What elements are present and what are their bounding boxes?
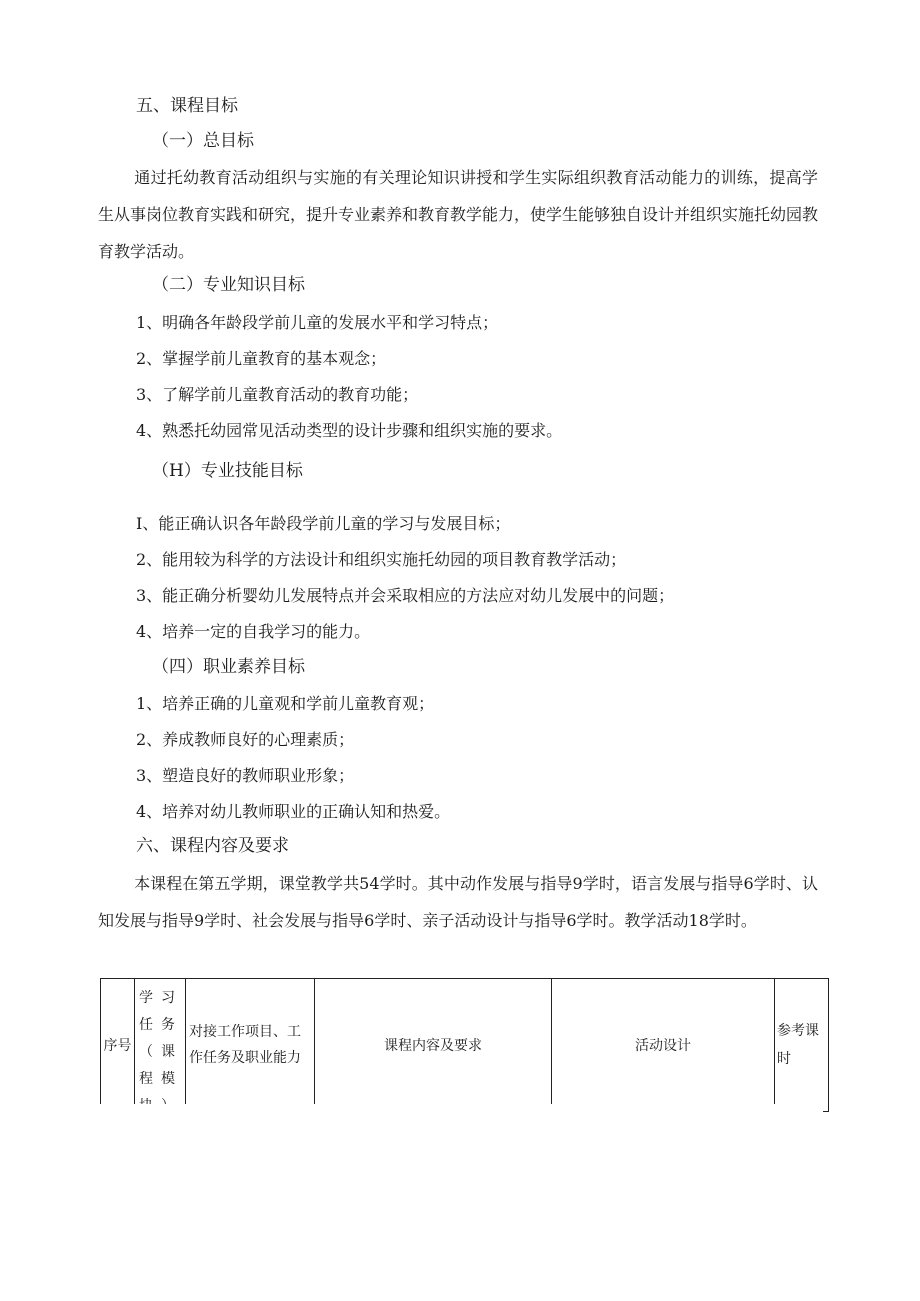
header-work (186, 979, 315, 1112)
header-hours (775, 979, 829, 1112)
header-activity-text: 活动设计 (635, 1038, 691, 1054)
header-seq (101, 979, 135, 1112)
knowledge-item-2: 2、掌握学前儿童教育的基本观念； (136, 349, 387, 368)
knowledge-goal-heading: （二）专业知识目标 (152, 275, 305, 295)
overall-goal-heading: （一）总目标 (152, 131, 254, 151)
header-activity (552, 979, 775, 1112)
quality-item-4: 4、培养对幼儿教师职业的正确认知和热爱。 (136, 802, 451, 821)
skills-item-4: 4、培养一定的自我学习的能力。 (136, 622, 371, 641)
header-task: 学习任务（课程模 (135, 979, 186, 1112)
header-work-text: 对接工作项目、工作任务及职业能力 (189, 1024, 301, 1066)
skills-item-2: 2、能用较为科学的方法设计和组织实施托幼园的项目教育教学活动； (136, 550, 627, 569)
header-requirements (315, 979, 552, 1112)
header-hours-text: 参考课时 (777, 1023, 819, 1067)
page-cut-mask (99, 1104, 823, 1144)
section6-text-content: 本课程在第五学期，课堂教学共54学时。其中动作发展与指导9学时，语言发展与指导6学时、认知发展与指导9学时、社会发展与指导6学时、亲子活动设计与指导6学时。教学活动18学时。 (98, 874, 818, 930)
quality-item-3: 3、塑造良好的教师职业形象； (136, 766, 355, 785)
section6-heading: 六、课程内容及要求 (136, 836, 289, 856)
quality-item-2: 2、养成教师良好的心理素质； (136, 730, 355, 749)
overall-goal-text-content: 通过托幼教育活动组织与实施的有关理论知识讲授和学生实际组织教育活动能力的训练，提高学生从事岗位教育实践和研究，提升专业素养和教育教学能力，使学生能够独自设计并组织实施托幼园教育教学活动。 (98, 168, 819, 261)
knowledge-item-3: 3、了解学前儿童教育活动的教育功能； (136, 385, 419, 404)
knowledge-item-1: 1、明确各年龄段学前儿童的发展水平和学习特点； (136, 313, 499, 332)
section6-text (98, 865, 818, 939)
quality-goal-heading: （四）职业素养目标 (152, 657, 305, 677)
skills-goal-heading: （H）专业技能目标 (152, 461, 303, 481)
knowledge-item-4: 4、熟悉托幼园常见活动类型的设计步骤和组织实施的要求。 (136, 421, 563, 440)
overall-goal-text (98, 159, 818, 270)
quality-item-1: 1、培养正确的儿童观和学前儿童教育观； (136, 694, 435, 713)
header-seq-text: 序号 (103, 1038, 132, 1054)
skills-item-3: 3、能正确分析婴幼儿发展特点并会采取相应的方法应对幼儿发展中的问题； (136, 586, 675, 605)
table-header-row (101, 979, 829, 1112)
section5-heading: 五、课程目标 (136, 96, 238, 116)
header-requirements-text: 课程内容及要求 (384, 1038, 482, 1054)
skills-item-1: I、能正确认识各年龄段学前儿童的学习与发展目标； (136, 514, 511, 533)
course-content-table (100, 978, 829, 1112)
